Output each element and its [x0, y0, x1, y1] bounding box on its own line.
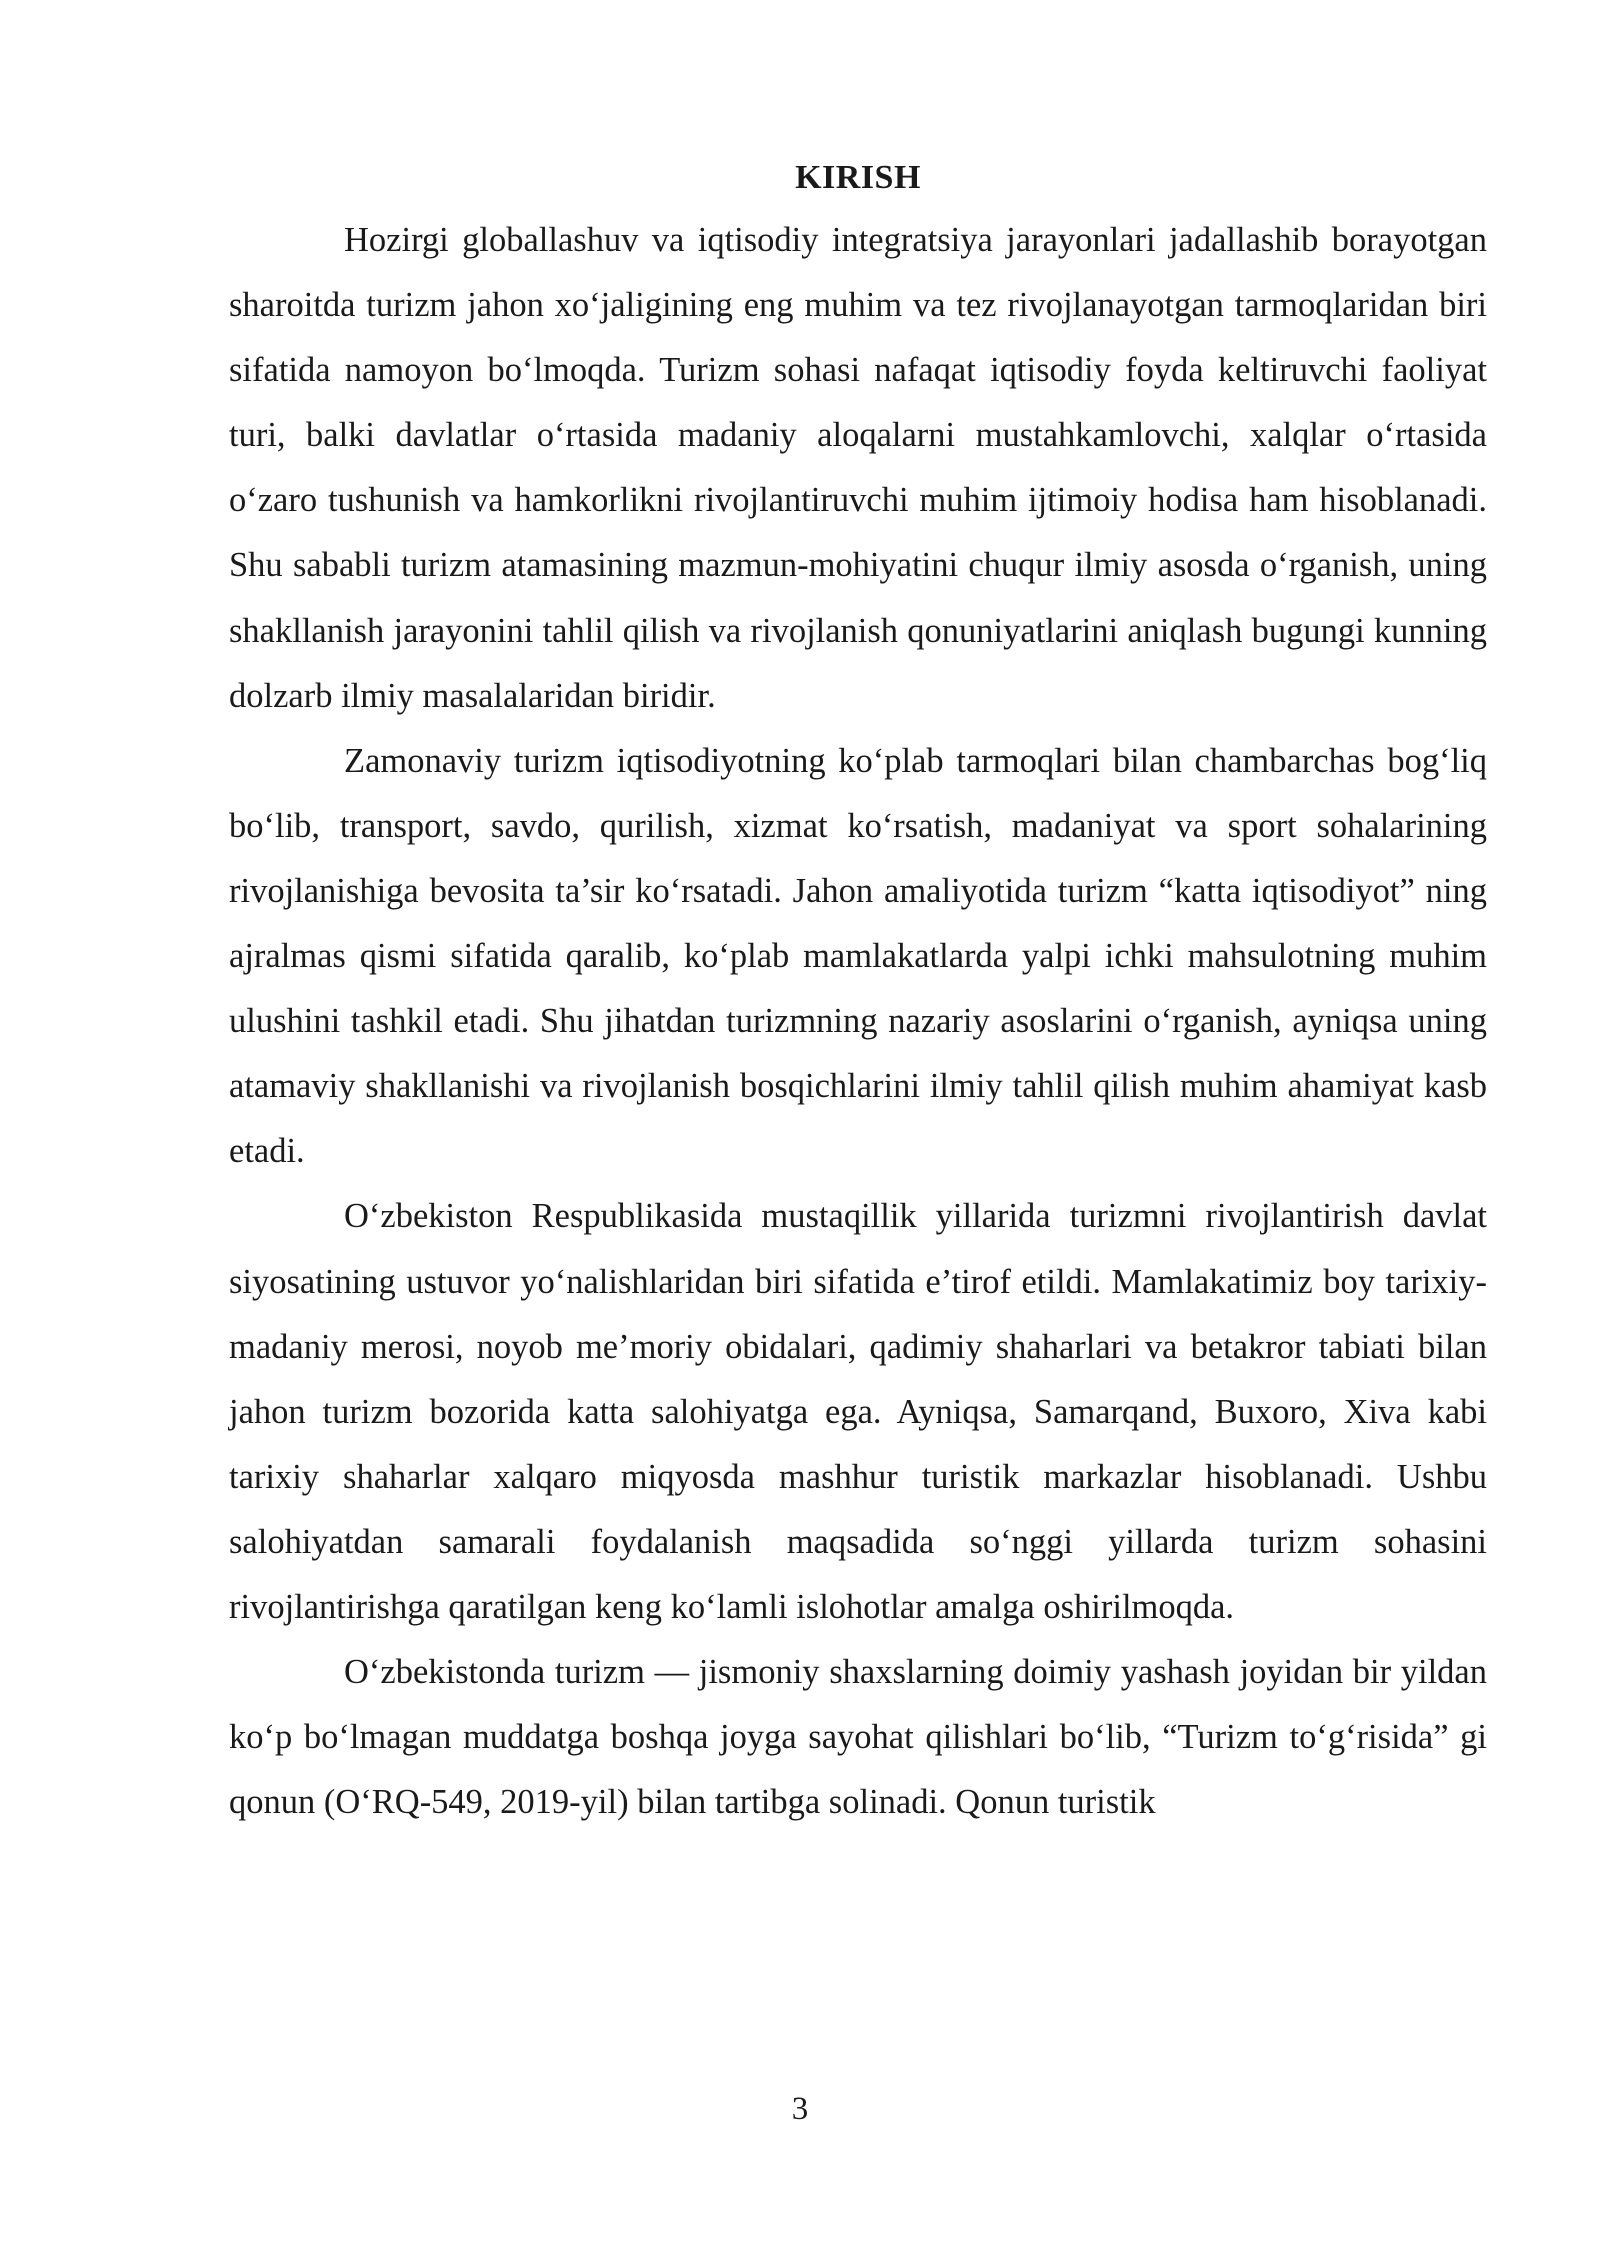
paragraph-1: Hozirgi globallashuv va iqtisodiy integratsiya jarayonlari jadallashib borayotgan sharoitda turizm jahon xo‘jaligining eng muhim va tez rivojlanayotgan tarmoqlaridan biri sifatida namoyon bo‘lmoqda. Turizm sohasi nafaqat iqtisodiy foyda keltiruvchi faoliyat turi, balki davlatlar o‘rtasida madaniy aloqalarni mustahkamlovchi, xalqlar o‘rtasida o‘zaro tushunish va hamkorlikni rivojlantiruvchi muhim ijtimoiy hodisa ham hisoblanadi. Shu sababli turizm atamasining mazmun-mohiyatini chuqur ilmiy asosda o‘rganish, uning shakllanish jarayonini tahlil qilish va rivojlanish qonuniyatlarini aniqlash bugungi kunning dolzarb ilmiy masalalaridan biridir. — [229, 221, 1487, 715]
page-content — [229, 148, 1487, 1835]
section-title: KIRISH — [795, 159, 921, 196]
paragraph-4: O‘zbekistonda turizm — jismoniy shaxslarning doimiy yashash joyidan bir yildan ko‘p bo‘lmagan muddatga boshqa joyga sayohat qilishlari bo‘lib, “Turizm to‘g‘risida” gi qonun (O‘RQ-549, 2019-yil) bilan tartibga solinadi. Qonun turistik — [229, 1653, 1487, 1822]
paragraph-2: Zamonaviy turizm iqtisodiyotning ko‘plab tarmoqlari bilan chambarchas bog‘liq bo‘lib, transport, savdo, qurilish, xizmat ko‘rsatish, madaniyat va sport sohalarining rivojlanishiga bevosita ta’sir ko‘rsatadi. Jahon amaliyotida turizm “katta iqtisodiyot” ning ajralmas qismi sifatida qaralib, ko‘plab mamlakatlarda yalpi ichki mahsulotning muhim ulushini tashkil etadi. Shu jihatdan turizmning nazariy asoslarini o‘rganish, ayniqsa uning atamaviy shakllanishi va rivojlanish bosqichlarini ilmiy tahlil qilish muhim ahamiyat kasb etadi. — [229, 741, 1487, 1171]
page-number: 3 — [791, 2091, 809, 2127]
paragraph-3: O‘zbekiston Respublikasida mustaqillik yillarida turizmni rivojlantirish davlat siyosatining ustuvor yo‘nalishlaridan biri sifatida e’tirof etildi. Mamlakatimiz boy tarixiy-madaniy merosi, noyob me’moriy obidalari, qadimiy shaharlari va betakror tabiati bilan jahon turizm bozorida katta salohiyatga ega. Ayniqsa, Samarqand, Buxoro, Xiva kabi tarixiy shaharlar xalqaro miqyosda mashhur turistik markazlar hisoblanadi. Ushbu salohiyatdan samarali foydalanish maqsadida so‘nggi yillarda turizm sohasini rivojlantirishga qaratilgan keng ko‘lamli islohotlar amalga oshirilmoqda. — [229, 1197, 1487, 1626]
